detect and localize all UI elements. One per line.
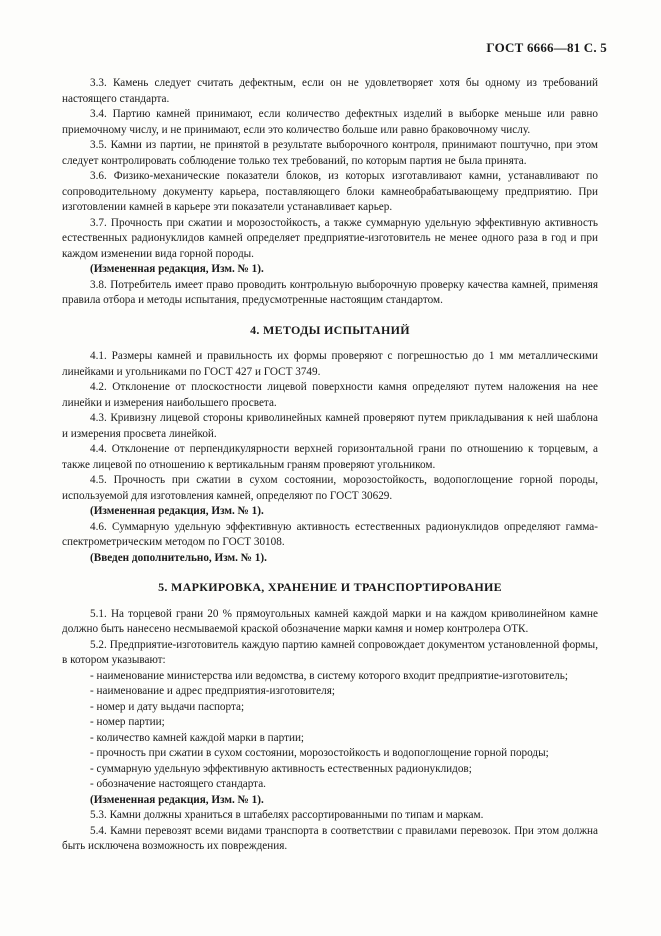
clause-3-7: 3.7. Прочность при сжатии и морозостойкость, а также суммарную удельную эффективную активность естественных радионуклидов камней определяет предприятие-изготовитель не менее одного раза в год и при каждом изменении вида горной породы. bbox=[62, 216, 598, 260]
list-item: - количество камней каждой марки в партии; bbox=[90, 731, 305, 744]
list-item: - наименование и адрес предприятия-изготовителя; bbox=[90, 685, 335, 697]
list-item: - номер и дату выдачи паспорта; bbox=[90, 700, 245, 713]
list-item: - суммарную удельную эффективную активность естественных радионуклидов; bbox=[90, 762, 472, 775]
amendment-note: (Измененная редакция, Изм. № 1). bbox=[90, 263, 264, 275]
page-header: ГОСТ 6666—81 С. 5 bbox=[486, 40, 607, 55]
amendment-note: (Введен дополнительно, Изм. № 1). bbox=[90, 551, 267, 564]
clause-4-4: 4.4. Отклонение от перпендикулярности верхней горизонтальной грани по отношению к торцевым, а также лицевой по отношению к вертикальным граням проверяют угольником. bbox=[62, 443, 598, 471]
list-item: - номер партии; bbox=[90, 716, 165, 728]
section-5-title: 5. МАРКИРОВКА, ХРАНЕНИЕ И ТРАНСПОРТИРОВАНИЕ bbox=[158, 580, 502, 594]
clause-3-5: 3.5. Камни из партии, не принятой в результате выборочного контроля, принимают поштучно, при этом следует контролировать соблюдение только тех требований, по которым партия не была принята. bbox=[62, 139, 598, 167]
clause-5-1: 5.1. На торцевой грани 20 % прямоугольных камней каждой марки и на каждом криволинейном камне должно быть нанесено несмываемой краской обозначение марки камня и номер контролера ОТК. bbox=[62, 607, 598, 635]
clause-5-2: 5.2. Предприятие-изготовитель каждую партию камней сопровождает документом установленной формы, в котором указывают: bbox=[62, 638, 598, 666]
clause-5-4: 5.4. Камни перевозят всеми видами транспорта в соответствии с правилами перевозок. При этом должна быть исключена возможность их повреждения. bbox=[62, 824, 598, 852]
clause-3-4: 3.4. Партию камней принимают, если количество дефектных изделий в выборке меньше или равно приемочному числу, и не принимают, если это количество больше или равно браковочному числу. bbox=[62, 108, 598, 136]
clause-4-1: 4.1. Размеры камней и правильность их формы проверяют с погрешностью до 1 мм металлическими линейками и угольниками по ГОСТ 427 и ГОСТ 3749. bbox=[62, 350, 598, 378]
clause-4-3: 4.3. Кривизну лицевой стороны криволинейных камней проверяют путем прикладывания к ней шаблона и измерения просвета линейкой. bbox=[62, 412, 598, 440]
section-4-title: 4. МЕТОДЫ ИСПЫТАНИЙ bbox=[250, 322, 410, 337]
document-body bbox=[62, 76, 598, 855]
list-item: - прочность при сжатии в сухом состоянии, морозостойкость и водопоглощение горной породы; bbox=[90, 747, 549, 759]
clause-3-6: 3.6. Физико-механические показатели блоков, из которых изготавливают камни, устанавливают по сопроводительному документу карьера, поставляющего блоки камнеобрабатывающему предприятию. При изготовлении камней в карьере эти показатели устанавливает карьер. bbox=[62, 170, 598, 213]
clause-5-3: 5.3. Камни должны храниться в штабелях рассортированными по типам и маркам. bbox=[90, 809, 484, 821]
clause-4-5: 4.5. Прочность при сжатии в сухом состоянии, морозостойкость, водопоглощение горной породы, используемой для изготовления камней, определяют по ГОСТ 30629. bbox=[62, 474, 598, 502]
clause-4-2: 4.2. Отклонение от плоскостности лицевой поверхности камня определяют путем наложения на нее линейки и измерения наибольшего просвета. bbox=[62, 381, 598, 409]
amendment-note: (Измененная редакция, Изм. № 1). bbox=[90, 505, 264, 517]
list-item: - наименование министерства или ведомства, в систему которого входит предприятие-изготовитель; bbox=[90, 669, 568, 682]
amendment-note: (Измененная редакция, Изм. № 1). bbox=[90, 793, 264, 806]
list-item: - обозначение настоящего стандарта. bbox=[90, 778, 266, 790]
clause-3-3: 3.3. Камень следует считать дефектным, если он не удовлетворяет хотя бы одному из требований настоящего стандарта. bbox=[62, 77, 598, 105]
clause-4-6: 4.6. Суммарную удельную эффективную активность естественных радионуклидов определяют гамма-спектрометрическим методом по ГОСТ 30108. bbox=[62, 520, 598, 548]
clause-3-8: 3.8. Потребитель имеет право проводить контрольную выборочную проверку качества камней, применяя правила отбора и методы испытания, предусмотренные настоящим стандартом. bbox=[62, 278, 598, 306]
